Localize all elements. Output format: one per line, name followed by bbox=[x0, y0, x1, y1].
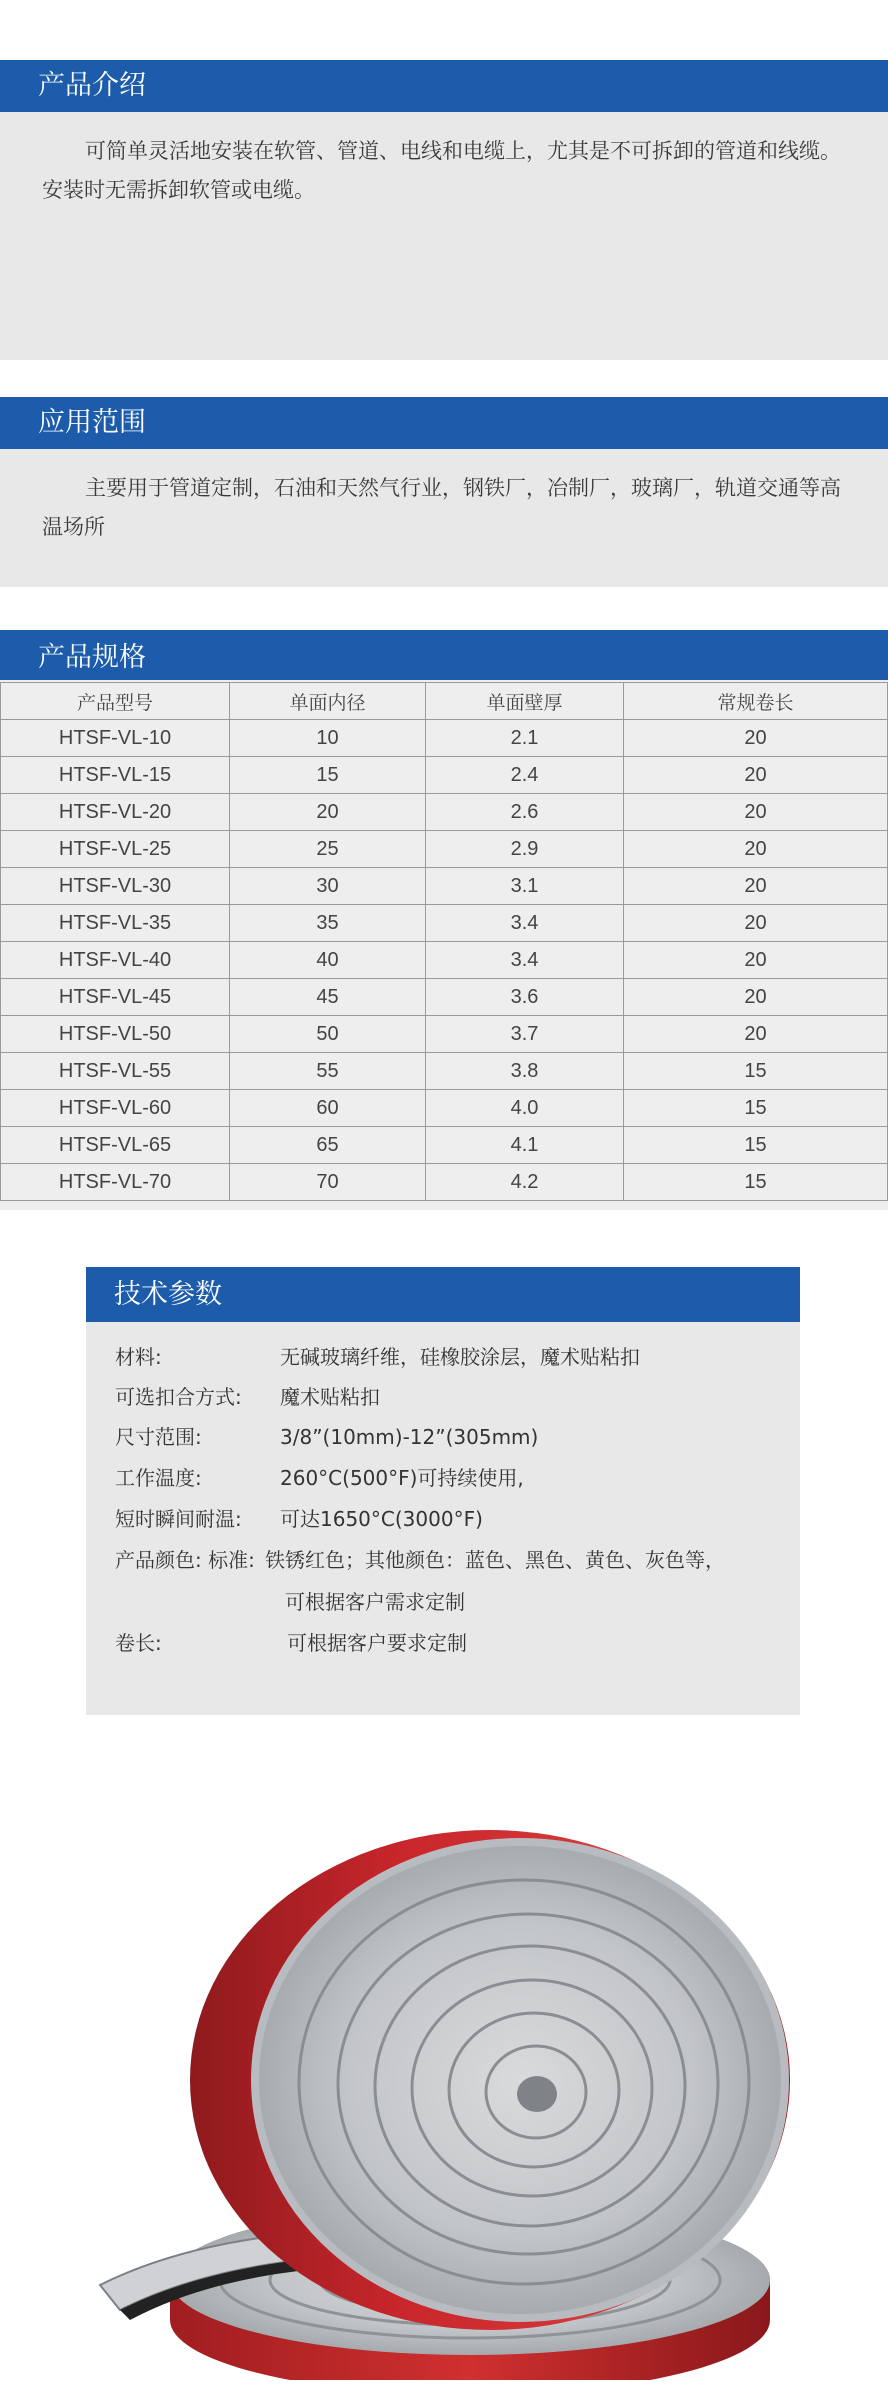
cell-thickness: 3.4 bbox=[426, 942, 624, 979]
cell-diameter: 45 bbox=[230, 979, 426, 1016]
cell-diameter: 30 bbox=[230, 868, 426, 905]
cell-diameter: 70 bbox=[230, 1164, 426, 1201]
intro-text: 可简单灵活地安装在软管、管道、电线和电缆上，尤其是不可拆卸的管道和线缆。安装时无需拆卸软管或电缆。 bbox=[42, 139, 841, 202]
tech-label: 材料: bbox=[115, 1345, 162, 1369]
cell-thickness: 4.1 bbox=[426, 1127, 624, 1164]
cell-length: 20 bbox=[624, 905, 888, 942]
cell-model: HTSF-VL-10 bbox=[1, 720, 230, 757]
cell-length: 15 bbox=[624, 1127, 888, 1164]
specs-title: 产品规格 bbox=[0, 630, 888, 680]
tech-label: 尺寸范围: bbox=[115, 1425, 202, 1449]
cell-length: 20 bbox=[624, 942, 888, 979]
cell-length: 20 bbox=[624, 831, 888, 868]
cell-thickness: 4.2 bbox=[426, 1164, 624, 1201]
specs-section bbox=[0, 630, 888, 1210]
tech-label: 工作温度: bbox=[115, 1466, 202, 1490]
cell-diameter: 20 bbox=[230, 794, 426, 831]
header-model: 产品型号 bbox=[1, 683, 230, 720]
table-row bbox=[1, 1127, 888, 1164]
intro-section bbox=[0, 60, 888, 360]
cell-model: HTSF-VL-60 bbox=[1, 1090, 230, 1127]
application-section bbox=[0, 397, 888, 587]
tech-value: 3/8”(10mm)-12”(305mm) bbox=[280, 1425, 539, 1449]
cell-thickness: 3.8 bbox=[426, 1053, 624, 1090]
cell-thickness: 3.4 bbox=[426, 905, 624, 942]
header-wall-thickness: 单面壁厚 bbox=[426, 683, 624, 720]
tech-value: 可达1650°C(3000°F) bbox=[280, 1507, 483, 1531]
cell-thickness: 2.4 bbox=[426, 757, 624, 794]
intro-title: 产品介绍 bbox=[0, 60, 888, 112]
cell-diameter: 65 bbox=[230, 1127, 426, 1164]
tech-title: 技术参数 bbox=[86, 1267, 800, 1322]
cell-diameter: 55 bbox=[230, 1053, 426, 1090]
table-row bbox=[1, 942, 888, 979]
cell-model: HTSF-VL-40 bbox=[1, 942, 230, 979]
sleeve-roll-image bbox=[40, 1760, 848, 2380]
product-photo bbox=[40, 1760, 848, 2380]
cell-diameter: 10 bbox=[230, 720, 426, 757]
tech-label: 可选扣合方式: bbox=[115, 1385, 242, 1409]
tech-label: 卷长: bbox=[115, 1631, 162, 1655]
cell-diameter: 40 bbox=[230, 942, 426, 979]
cell-model: HTSF-VL-35 bbox=[1, 905, 230, 942]
tech-value: 铁锈红色；其他颜色：蓝色、黑色、黄色、灰色等， bbox=[265, 1548, 725, 1572]
cell-length: 20 bbox=[624, 720, 888, 757]
cell-thickness: 4.0 bbox=[426, 1090, 624, 1127]
tech-value: 可根据客户要求定制 bbox=[287, 1631, 467, 1655]
table-row bbox=[1, 1016, 888, 1053]
cell-thickness: 2.6 bbox=[426, 794, 624, 831]
cell-diameter: 15 bbox=[230, 757, 426, 794]
tech-value: 可根据客户需求定制 bbox=[285, 1590, 465, 1614]
cell-model: HTSF-VL-55 bbox=[1, 1053, 230, 1090]
tech-label: 产品颜色: 标准: bbox=[115, 1548, 255, 1572]
application-text: 主要用于管道定制，石油和天然气行业，钢铁厂，冶制厂，玻璃厂，轨道交通等高温场所 bbox=[42, 476, 841, 539]
cell-length: 20 bbox=[624, 757, 888, 794]
tech-label: 短时瞬间耐温: bbox=[115, 1507, 242, 1531]
spec-table bbox=[0, 682, 888, 1201]
cell-length: 20 bbox=[624, 1016, 888, 1053]
tech-value: 260°C(500°F)可持续使用, bbox=[280, 1466, 524, 1490]
table-row bbox=[1, 794, 888, 831]
table-row bbox=[1, 979, 888, 1016]
cell-model: HTSF-VL-25 bbox=[1, 831, 230, 868]
cell-diameter: 25 bbox=[230, 831, 426, 868]
cell-model: HTSF-VL-45 bbox=[1, 979, 230, 1016]
cell-diameter: 35 bbox=[230, 905, 426, 942]
table-row bbox=[1, 1053, 888, 1090]
cell-model: HTSF-VL-50 bbox=[1, 1016, 230, 1053]
cell-thickness: 3.1 bbox=[426, 868, 624, 905]
cell-length: 15 bbox=[624, 1164, 888, 1201]
table-row bbox=[1, 1164, 888, 1201]
cell-thickness: 3.6 bbox=[426, 979, 624, 1016]
cell-length: 20 bbox=[624, 868, 888, 905]
cell-length: 15 bbox=[624, 1090, 888, 1127]
tech-value: 无碱玻璃纤维，硅橡胶涂层，魔术贴粘扣 bbox=[280, 1345, 640, 1369]
tech-value: 魔术贴粘扣 bbox=[280, 1385, 380, 1409]
cell-model: HTSF-VL-20 bbox=[1, 794, 230, 831]
cell-model: HTSF-VL-30 bbox=[1, 868, 230, 905]
spec-table-header bbox=[1, 683, 888, 720]
cell-model: HTSF-VL-70 bbox=[1, 1164, 230, 1201]
table-row bbox=[1, 757, 888, 794]
cell-length: 20 bbox=[624, 794, 888, 831]
cell-length: 20 bbox=[624, 979, 888, 1016]
cell-model: HTSF-VL-15 bbox=[1, 757, 230, 794]
cell-diameter: 60 bbox=[230, 1090, 426, 1127]
cell-thickness: 2.1 bbox=[426, 720, 624, 757]
application-title: 应用范围 bbox=[0, 397, 888, 449]
cell-thickness: 2.9 bbox=[426, 831, 624, 868]
cell-length: 15 bbox=[624, 1053, 888, 1090]
cell-diameter: 50 bbox=[230, 1016, 426, 1053]
table-row bbox=[1, 720, 888, 757]
table-row bbox=[1, 1090, 888, 1127]
table-row bbox=[1, 831, 888, 868]
table-row bbox=[1, 868, 888, 905]
cell-thickness: 3.7 bbox=[426, 1016, 624, 1053]
table-row bbox=[1, 905, 888, 942]
header-inner-diameter: 单面内径 bbox=[230, 683, 426, 720]
cell-model: HTSF-VL-65 bbox=[1, 1127, 230, 1164]
header-roll-length: 常规卷长 bbox=[624, 683, 888, 720]
